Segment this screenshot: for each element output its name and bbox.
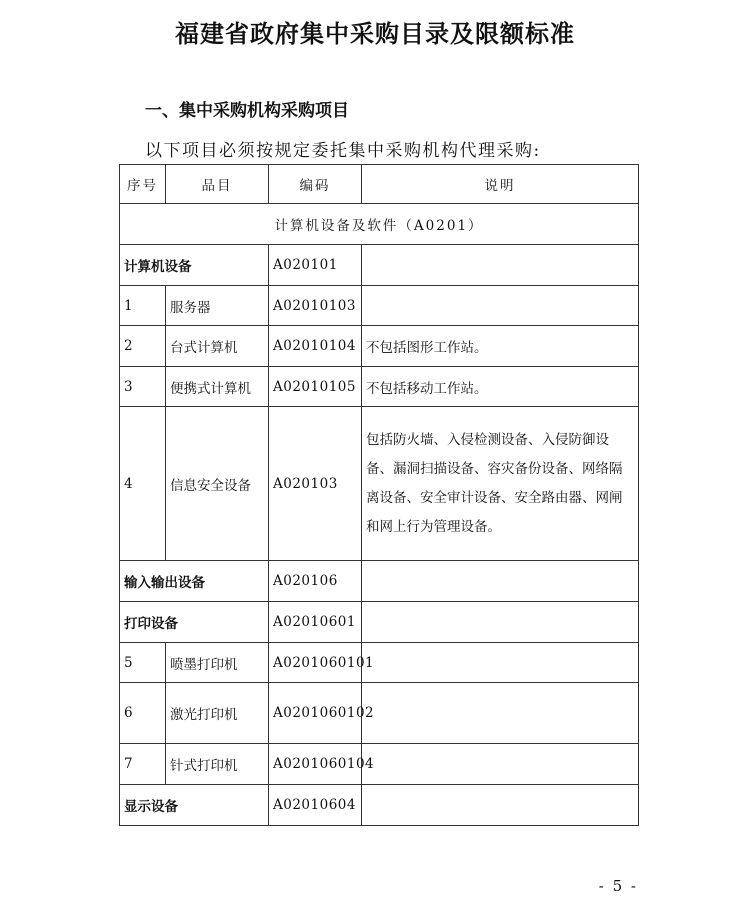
table-row: [120, 367, 639, 407]
table-row: [120, 683, 639, 744]
document-title: 福建省政府集中采购目录及限额标准: [175, 20, 575, 48]
item-desc: [362, 245, 639, 286]
group-name: 打印设备: [120, 602, 269, 643]
item-desc: [362, 602, 639, 643]
table-row: [120, 744, 639, 785]
item-desc: 包括防火墙、入侵检测设备、入侵防御设备、漏洞扫描设备、容灾备份设备、网络隔离设备、安全审计设备、安全路由器、网闸和网上行为管理设备。: [362, 407, 639, 561]
table-row: [120, 602, 639, 643]
category-row: [120, 204, 639, 245]
page-number: - 5 -: [598, 877, 638, 895]
item-desc: 不包括图形工作站。: [362, 326, 639, 367]
item-code: A0201060101: [269, 643, 362, 683]
item-no: 4: [120, 407, 166, 561]
item-desc: [362, 744, 639, 785]
item-name: 激光打印机: [166, 683, 269, 744]
item-code: A02010601: [269, 602, 362, 643]
item-no: 6: [120, 683, 166, 744]
item-code: A02010604: [269, 785, 362, 826]
intro-text: 以下项目必须按规定委托集中采购机构代理采购:: [145, 141, 541, 161]
item-desc: [362, 286, 639, 326]
table-row: [120, 286, 639, 326]
item-name: 服务器: [166, 286, 269, 326]
table-header-row: [120, 165, 639, 204]
item-name: 喷墨打印机: [166, 643, 269, 683]
item-name: 台式计算机: [166, 326, 269, 367]
item-no: 3: [120, 367, 166, 407]
item-code: A02010103: [269, 286, 362, 326]
group-name: 输入输出设备: [120, 561, 269, 602]
item-name: 针式打印机: [166, 744, 269, 785]
item-code: A020101: [269, 245, 362, 286]
table-row: [120, 785, 639, 826]
table-row: [120, 245, 639, 286]
item-desc: [362, 785, 639, 826]
item-no: 1: [120, 286, 166, 326]
category-label: 计算机设备及软件（A0201）: [120, 204, 639, 245]
item-desc: [362, 683, 639, 744]
header-item: 品目: [166, 165, 269, 204]
header-code: 编码: [269, 165, 362, 204]
table-row: [120, 561, 639, 602]
item-no: 5: [120, 643, 166, 683]
group-name: 显示设备: [120, 785, 269, 826]
item-code: A020103: [269, 407, 362, 561]
table-row: [120, 643, 639, 683]
header-desc: 说明: [362, 165, 639, 204]
item-code: A0201060104: [269, 744, 362, 785]
item-desc: [362, 561, 639, 602]
section-heading: 一、集中采购机构采购项目: [145, 101, 349, 121]
catalog-table: [119, 164, 639, 826]
item-code: A02010104: [269, 326, 362, 367]
group-name: 计算机设备: [120, 245, 269, 286]
item-no: 2: [120, 326, 166, 367]
item-code: A020106: [269, 561, 362, 602]
item-name: 便携式计算机: [166, 367, 269, 407]
item-desc: 不包括移动工作站。: [362, 367, 639, 407]
item-name: 信息安全设备: [166, 407, 269, 561]
header-no: 序号: [120, 165, 166, 204]
item-code: A0201060102: [269, 683, 362, 744]
table-row: [120, 326, 639, 367]
item-code: A02010105: [269, 367, 362, 407]
item-no: 7: [120, 744, 166, 785]
item-desc: [362, 643, 639, 683]
table-row: [120, 407, 639, 561]
